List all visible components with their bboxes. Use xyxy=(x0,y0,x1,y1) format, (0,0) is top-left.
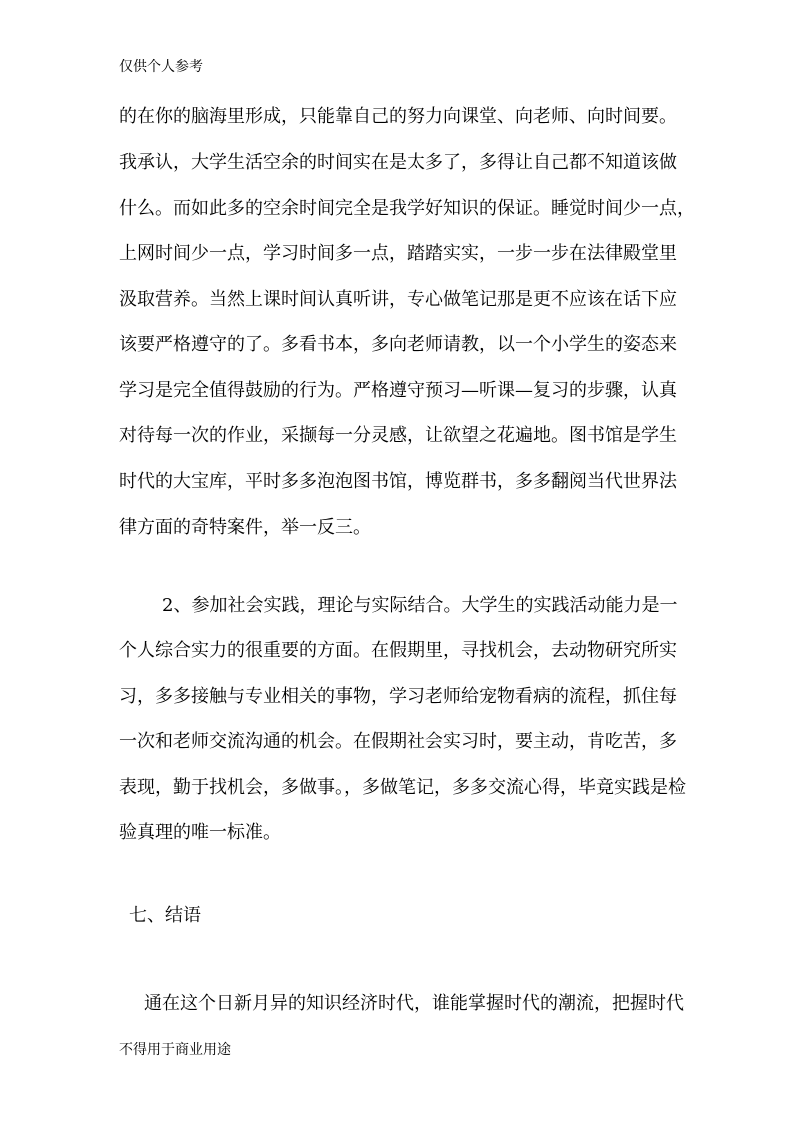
body-line: 该要严格遵守的了。多看书本，多向老师请教，以一个小学生的姿态来 xyxy=(119,334,677,355)
body-line: 2、参加社会实践，理论与实际结合。大学生的实践活动能力是一 xyxy=(162,595,678,616)
section-heading: 七、结语 xyxy=(129,905,201,926)
body-line: 时代的大宝库，平时多多泡泡图书馆，博览群书，多多翻阅当代世界法 xyxy=(119,471,677,492)
header-note: 仅供个人参考 xyxy=(119,59,203,75)
body-line: 我承认，大学生活空余的时间实在是太多了，多得让自己都不知道该做 xyxy=(119,152,677,173)
body-line: 通在这个日新月异的知识经济时代，谁能掌握时代的潮流，把握时代 xyxy=(144,993,684,1014)
body-line: 对待每一次的作业，采撷每一分灵感，让欲望之花遍地。图书馆是学生 xyxy=(119,425,677,446)
footer-note: 不得用于商业用途 xyxy=(119,1042,231,1058)
body-line: 个人综合实力的很重要的方面。在假期里，寻找机会，去动物研究所实 xyxy=(119,640,677,661)
body-line: 的在你的脑海里形成，只能靠自己的努力向课堂、向老师、向时间要。 xyxy=(119,106,677,127)
body-line: 汲取营养。当然上课时间认真听讲，专心做笔记那是更不应该在话下应 xyxy=(119,289,677,310)
body-line: 验真理的唯一标准。 xyxy=(119,822,281,843)
body-line: 习，多多接触与专业相关的事物，学习老师给宠物看病的流程，抓住每 xyxy=(119,686,677,707)
body-line: 一次和老师交流沟通的机会。在假期社会实习时，要主动，肯吃苦，多 xyxy=(119,731,677,752)
body-line: 表现，勤于找机会，多做事。，多做笔记，多多交流心得，毕竟实践是检 xyxy=(119,777,686,798)
body-line: 什么。而如此多的空余时间完全是我学好知识的保证。睡觉时间少一点， xyxy=(119,198,695,219)
body-line: 律方面的奇特案件，举一反三。 xyxy=(119,517,371,538)
body-line: 上网时间少一点，学习时间多一点，踏踏实实，一步一步在法律殿堂里 xyxy=(119,243,677,264)
body-line: 学习是完全值得鼓励的行为。严格遵守预习—听课—复习的步骤，认真 xyxy=(119,380,677,401)
